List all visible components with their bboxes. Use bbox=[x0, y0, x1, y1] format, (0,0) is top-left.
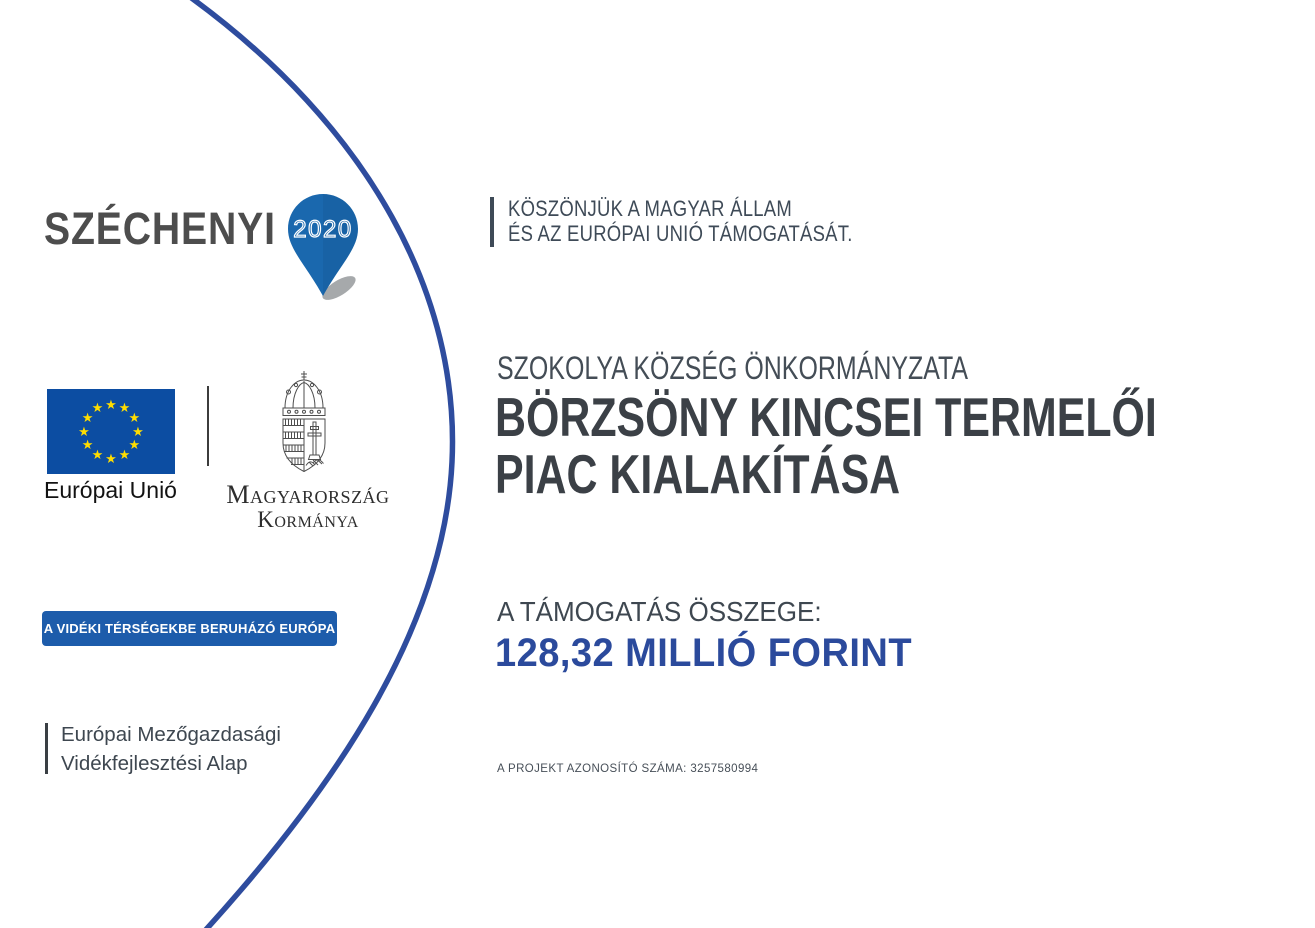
eu-star-icon: ★ bbox=[128, 437, 141, 452]
eu-star-icon: ★ bbox=[132, 423, 144, 439]
fund-name bbox=[61, 720, 281, 778]
fund-name-line2: Vidékfejlesztési Alap bbox=[61, 752, 248, 775]
beneficiary-name-text: SZOKOLYA KÖZSÉG ÖNKORMÁNYZATA bbox=[497, 350, 969, 386]
thanks-note bbox=[508, 196, 918, 246]
fund-accent-bar bbox=[45, 723, 48, 774]
rural-europe-banner bbox=[42, 611, 337, 646]
eu-star-icon: ★ bbox=[81, 437, 94, 452]
szechenyi-wordmark: SZÉCHENYI bbox=[44, 203, 276, 254]
project-title-line2: PIAC KIALAKÍTÁSA bbox=[495, 443, 901, 505]
eu-star-icon: ★ bbox=[118, 400, 131, 416]
eu-star-icon: ★ bbox=[118, 446, 131, 462]
project-id bbox=[497, 763, 758, 775]
hungary-coat-of-arms-icon bbox=[272, 370, 336, 475]
project-title-line1: BÖRZSÖNY KINCSEI TERMELŐI bbox=[495, 386, 1157, 448]
eu-star-icon: ★ bbox=[91, 400, 104, 416]
government-line1: Magyarország bbox=[226, 480, 390, 509]
eu-flag bbox=[47, 389, 175, 474]
project-id-value: 3257580994 bbox=[690, 763, 759, 775]
project-id-label: A PROJEKT AZONOSÍTÓ SZÁMA: bbox=[497, 763, 687, 775]
rural-europe-banner-label: A VIDÉKI TÉRSÉGEKBE BERUHÁZÓ EURÓPA bbox=[43, 621, 336, 636]
fund-name-line1: Európai Mezőgazdasági bbox=[61, 723, 281, 746]
beneficiary-name bbox=[497, 351, 1101, 385]
government-block bbox=[212, 481, 404, 532]
eu-flag-label: Európai Unió bbox=[44, 477, 177, 503]
project-title bbox=[495, 386, 1315, 505]
eu-star-icon: ★ bbox=[81, 410, 94, 425]
grant-amount-value bbox=[495, 632, 934, 674]
thanks-accent-bar bbox=[490, 197, 494, 247]
pin-year-label: 2020 bbox=[293, 216, 353, 243]
szechenyi-2020-pin-icon bbox=[286, 192, 360, 300]
eu-star-icon: ★ bbox=[91, 446, 104, 462]
thanks-line1: KÖSZÖNJÜK A MAGYAR ÁLLAM bbox=[508, 196, 793, 221]
eu-star-icon: ★ bbox=[128, 410, 141, 425]
grant-amount-value-text: 128,32 MILLIÓ FORINT bbox=[495, 631, 913, 675]
grant-amount-label-text: A TÁMOGATÁS ÖSSZEGE: bbox=[497, 596, 822, 627]
eu-star-icon: ★ bbox=[105, 396, 117, 412]
eu-star-icon: ★ bbox=[78, 423, 90, 439]
thanks-line2: ÉS AZ EURÓPAI UNIÓ TÁMOGATÁSÁT. bbox=[508, 221, 853, 246]
grant-amount-label bbox=[497, 597, 846, 627]
eu-star-icon: ★ bbox=[105, 450, 117, 466]
government-line2: Kormánya bbox=[257, 507, 359, 532]
logo-divider bbox=[207, 386, 209, 466]
